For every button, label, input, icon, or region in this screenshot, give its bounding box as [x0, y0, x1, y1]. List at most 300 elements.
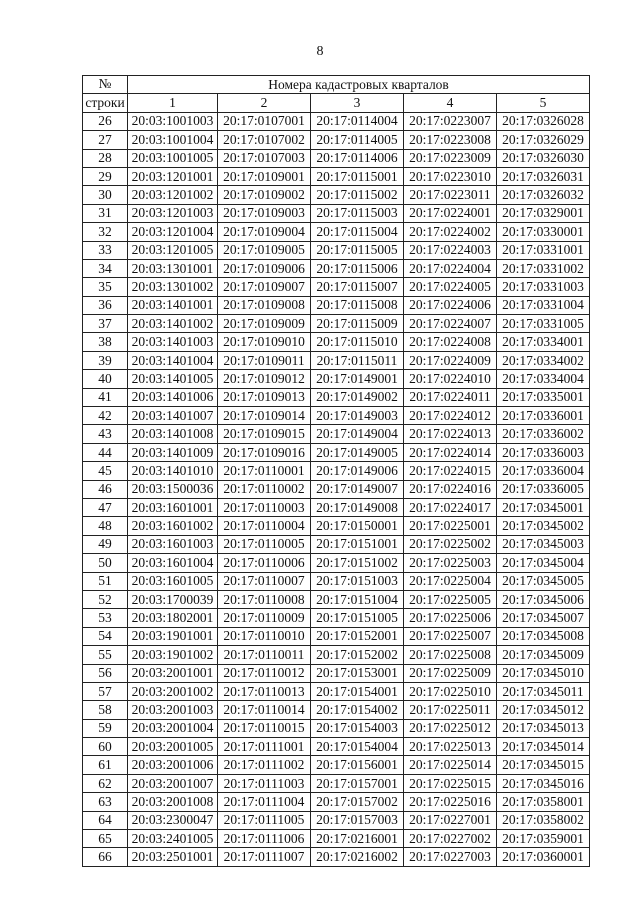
table-row: [83, 719, 590, 737]
table-row: [83, 480, 590, 498]
table-row: [83, 701, 590, 719]
quarter-col-2-cell: 20:17:0110002: [218, 480, 311, 498]
quarter-col-3-cell: 20:17:0154003: [311, 719, 404, 737]
quarter-col-2-cell: 20:17:0110014: [218, 701, 311, 719]
table-row: [83, 848, 590, 866]
quarter-col-2-cell: 20:17:0109011: [218, 351, 311, 369]
quarter-col-3-cell: 20:17:0216002: [311, 848, 404, 866]
row-number-cell: 49: [83, 535, 128, 553]
quarter-col-2-cell: 20:17:0110015: [218, 719, 311, 737]
row-number-cell: 63: [83, 793, 128, 811]
quarter-col-4-cell: 20:17:0225010: [404, 682, 497, 700]
quarter-col-4-cell: 20:17:0224014: [404, 443, 497, 461]
table-row: [83, 407, 590, 425]
table-row: [83, 112, 590, 130]
quarter-col-3-cell: 20:17:0115011: [311, 351, 404, 369]
quarter-col-1-cell: 20:03:1201004: [128, 223, 218, 241]
table-row: [83, 259, 590, 277]
quarter-col-5-cell: 20:17:0345006: [497, 590, 590, 608]
quarter-col-2-cell: 20:17:0109006: [218, 259, 311, 277]
quarter-col-2-cell: 20:17:0109012: [218, 370, 311, 388]
quarter-col-5-cell: 20:17:0329001: [497, 204, 590, 222]
quarter-col-2-cell: 20:17:0109013: [218, 388, 311, 406]
quarter-col-3-cell: 20:17:0156001: [311, 756, 404, 774]
quarter-col-1-cell: 20:03:1201001: [128, 167, 218, 185]
quarter-col-4-cell: 20:17:0224010: [404, 370, 497, 388]
quarter-col-1-cell: 20:03:2001008: [128, 793, 218, 811]
table-row: [83, 517, 590, 535]
quarter-col-2-cell: 20:17:0109016: [218, 443, 311, 461]
quarter-col-4-cell: 20:17:0225011: [404, 701, 497, 719]
quarter-col-4-cell: 20:17:0225012: [404, 719, 497, 737]
row-number-cell: 51: [83, 572, 128, 590]
quarter-col-3-cell: 20:17:0114005: [311, 131, 404, 149]
table-row: [83, 167, 590, 185]
quarter-col-2-cell: 20:17:0110011: [218, 646, 311, 664]
row-number-cell: 52: [83, 590, 128, 608]
table-row: [83, 793, 590, 811]
quarter-col-3-cell: 20:17:0149001: [311, 370, 404, 388]
quarter-col-1-cell: 20:03:1901001: [128, 627, 218, 645]
quarter-col-1-cell: 20:03:1601002: [128, 517, 218, 535]
quarter-col-3-cell: 20:17:0151002: [311, 554, 404, 572]
quarter-col-5-cell: 20:17:0331004: [497, 296, 590, 314]
quarter-col-5-cell: 20:17:0331002: [497, 259, 590, 277]
quarter-col-2-cell: 20:17:0111002: [218, 756, 311, 774]
quarter-col-4-cell: 20:17:0225009: [404, 664, 497, 682]
quarter-col-5-cell: 20:17:0330001: [497, 223, 590, 241]
quarter-col-5-cell: 20:17:0326032: [497, 186, 590, 204]
quarter-col-1-cell: 20:03:1601001: [128, 498, 218, 516]
row-number-cell: 29: [83, 167, 128, 185]
table-row: [83, 296, 590, 314]
quarter-col-5-cell: 20:17:0334002: [497, 351, 590, 369]
table-row: [83, 627, 590, 645]
row-number-cell: 48: [83, 517, 128, 535]
quarter-col-3-cell: 20:17:0153001: [311, 664, 404, 682]
quarter-col-4-cell: 20:17:0225004: [404, 572, 497, 590]
table-row: [83, 278, 590, 296]
quarter-col-1-cell: 20:03:2001007: [128, 774, 218, 792]
quarter-col-4-cell: 20:17:0225008: [404, 646, 497, 664]
quarter-col-4-cell: 20:17:0224017: [404, 498, 497, 516]
row-number-cell: 37: [83, 315, 128, 333]
quarter-col-4-cell: 20:17:0225015: [404, 774, 497, 792]
quarter-col-1-cell: 20:03:2501001: [128, 848, 218, 866]
quarter-col-4-cell: 20:17:0223009: [404, 149, 497, 167]
table-row: [83, 774, 590, 792]
quarter-col-5-cell: 20:17:0335001: [497, 388, 590, 406]
quarter-col-5-cell: 20:17:0326028: [497, 112, 590, 130]
quarter-col-4-cell: 20:17:0225013: [404, 738, 497, 756]
quarter-col-5-cell: 20:17:0336004: [497, 462, 590, 480]
row-number-cell: 32: [83, 223, 128, 241]
quarter-col-4-cell: 20:17:0224008: [404, 333, 497, 351]
quarter-col-2-cell: 20:17:0109002: [218, 186, 311, 204]
quarter-col-4-cell: 20:17:0224006: [404, 296, 497, 314]
quarter-col-3-cell: 20:17:0149005: [311, 443, 404, 461]
quarter-col-3-cell: 20:17:0115009: [311, 315, 404, 333]
quarter-col-4-cell: 20:17:0224003: [404, 241, 497, 259]
row-number-cell: 44: [83, 443, 128, 461]
quarter-col-2-cell: 20:17:0110013: [218, 682, 311, 700]
quarter-col-2-cell: 20:17:0109015: [218, 425, 311, 443]
quarter-col-5-cell: 20:17:0326030: [497, 149, 590, 167]
table-row: [83, 370, 590, 388]
row-number-cell: 50: [83, 554, 128, 572]
quarter-col-5-cell: 20:17:0345008: [497, 627, 590, 645]
quarter-col-1-cell: 20:03:1301002: [128, 278, 218, 296]
quarter-col-4-cell: 20:17:0224001: [404, 204, 497, 222]
row-number-cell: 36: [83, 296, 128, 314]
quarter-col-3-cell: 20:17:0115002: [311, 186, 404, 204]
quarter-col-1-cell: 20:03:2001004: [128, 719, 218, 737]
quarter-col-2-cell: 20:17:0111001: [218, 738, 311, 756]
column-number-1: 1: [128, 94, 218, 112]
quarter-col-2-cell: 20:17:0109005: [218, 241, 311, 259]
quarter-col-1-cell: 20:03:1201005: [128, 241, 218, 259]
quarter-col-5-cell: 20:17:0336003: [497, 443, 590, 461]
quarter-col-4-cell: 20:17:0224004: [404, 259, 497, 277]
quarter-col-1-cell: 20:03:1401002: [128, 315, 218, 333]
quarter-col-2-cell: 20:17:0110005: [218, 535, 311, 553]
quarter-col-1-cell: 20:03:1802001: [128, 609, 218, 627]
quarter-col-2-cell: 20:17:0110012: [218, 664, 311, 682]
quarter-col-3-cell: 20:17:0149002: [311, 388, 404, 406]
quarter-col-1-cell: 20:03:1401005: [128, 370, 218, 388]
quarter-col-3-cell: 20:17:0151003: [311, 572, 404, 590]
quarter-col-5-cell: 20:17:0345010: [497, 664, 590, 682]
row-number-cell: 33: [83, 241, 128, 259]
quarter-col-1-cell: 20:03:2001006: [128, 756, 218, 774]
quarter-col-3-cell: 20:17:0115008: [311, 296, 404, 314]
quarter-col-2-cell: 20:17:0107003: [218, 149, 311, 167]
quarter-col-3-cell: 20:17:0149006: [311, 462, 404, 480]
table-row: [83, 664, 590, 682]
quarter-col-1-cell: 20:03:1700039: [128, 590, 218, 608]
row-number-cell: 35: [83, 278, 128, 296]
quarter-col-2-cell: 20:17:0107001: [218, 112, 311, 130]
quarter-col-5-cell: 20:17:0345009: [497, 646, 590, 664]
quarter-col-1-cell: 20:03:2001002: [128, 682, 218, 700]
quarter-col-3-cell: 20:17:0157001: [311, 774, 404, 792]
quarter-col-5-cell: 20:17:0345015: [497, 756, 590, 774]
quarter-col-5-cell: 20:17:0331003: [497, 278, 590, 296]
quarter-col-5-cell: 20:17:0345003: [497, 535, 590, 553]
quarter-col-1-cell: 20:03:1401003: [128, 333, 218, 351]
quarter-col-5-cell: 20:17:0345013: [497, 719, 590, 737]
quarter-col-2-cell: 20:17:0111007: [218, 848, 311, 866]
quarter-col-5-cell: 20:17:0345002: [497, 517, 590, 535]
quarter-col-4-cell: 20:17:0227002: [404, 830, 497, 848]
table-row: [83, 590, 590, 608]
table-row: [83, 682, 590, 700]
quarter-col-1-cell: 20:03:1201003: [128, 204, 218, 222]
row-number-cell: 34: [83, 259, 128, 277]
quarter-col-4-cell: 20:17:0223008: [404, 131, 497, 149]
row-number-cell: 39: [83, 351, 128, 369]
quarter-col-2-cell: 20:17:0110010: [218, 627, 311, 645]
quarter-col-1-cell: 20:03:1500036: [128, 480, 218, 498]
quarter-col-3-cell: 20:17:0149004: [311, 425, 404, 443]
quarter-col-4-cell: 20:17:0225005: [404, 590, 497, 608]
quarter-col-2-cell: 20:17:0109008: [218, 296, 311, 314]
quarter-col-3-cell: 20:17:0149008: [311, 498, 404, 516]
quarter-col-3-cell: 20:17:0115003: [311, 204, 404, 222]
quarter-col-5-cell: 20:17:0326031: [497, 167, 590, 185]
row-number-cell: 40: [83, 370, 128, 388]
quarter-col-1-cell: 20:03:1601003: [128, 535, 218, 553]
quarter-col-2-cell: 20:17:0111005: [218, 811, 311, 829]
row-number-cell: 30: [83, 186, 128, 204]
table-row: [83, 498, 590, 516]
row-number-cell: 61: [83, 756, 128, 774]
quarter-col-2-cell: 20:17:0109003: [218, 204, 311, 222]
row-number-cell: 57: [83, 682, 128, 700]
quarter-col-1-cell: 20:03:1401004: [128, 351, 218, 369]
quarter-col-4-cell: 20:17:0225007: [404, 627, 497, 645]
quarter-col-3-cell: 20:17:0157003: [311, 811, 404, 829]
quarter-col-4-cell: 20:17:0223007: [404, 112, 497, 130]
quarter-col-5-cell: 20:17:0326029: [497, 131, 590, 149]
column-number-4: 4: [404, 94, 497, 112]
quarter-col-1-cell: 20:03:1401009: [128, 443, 218, 461]
quarter-col-5-cell: 20:17:0345007: [497, 609, 590, 627]
quarter-col-5-cell: 20:17:0336005: [497, 480, 590, 498]
quarter-col-2-cell: 20:17:0110004: [218, 517, 311, 535]
table-row: [83, 149, 590, 167]
row-number-cell: 59: [83, 719, 128, 737]
row-number-cell: 56: [83, 664, 128, 682]
quarter-col-5-cell: 20:17:0331005: [497, 315, 590, 333]
table-row: [83, 223, 590, 241]
column-number-5: 5: [497, 94, 590, 112]
table-row: [83, 535, 590, 553]
row-number-cell: 47: [83, 498, 128, 516]
row-number-cell: 42: [83, 407, 128, 425]
quarter-col-4-cell: 20:17:0225006: [404, 609, 497, 627]
quarter-col-4-cell: 20:17:0224009: [404, 351, 497, 369]
table-row: [83, 738, 590, 756]
quarter-col-1-cell: 20:03:1001003: [128, 112, 218, 130]
quarter-col-1-cell: 20:03:2001001: [128, 664, 218, 682]
table-row: [83, 425, 590, 443]
cadastral-quarters-table: [82, 75, 590, 867]
quarter-col-1-cell: 20:03:1401010: [128, 462, 218, 480]
page-number: 8: [316, 44, 324, 59]
quarter-col-2-cell: 20:17:0110006: [218, 554, 311, 572]
quarter-col-2-cell: 20:17:0111004: [218, 793, 311, 811]
quarter-col-5-cell: 20:17:0345012: [497, 701, 590, 719]
quarter-col-4-cell: 20:17:0224012: [404, 407, 497, 425]
table-row: [83, 609, 590, 627]
quarter-col-3-cell: 20:17:0115005: [311, 241, 404, 259]
quarter-col-4-cell: 20:17:0223011: [404, 186, 497, 204]
column-number-2: 2: [218, 94, 311, 112]
quarter-col-1-cell: 20:03:2401005: [128, 830, 218, 848]
quarter-col-4-cell: 20:17:0224005: [404, 278, 497, 296]
row-number-cell: 28: [83, 149, 128, 167]
row-number-cell: 54: [83, 627, 128, 645]
quarter-col-4-cell: 20:17:0227001: [404, 811, 497, 829]
quarter-col-3-cell: 20:17:0152001: [311, 627, 404, 645]
quarter-col-2-cell: 20:17:0109007: [218, 278, 311, 296]
row-number-cell: 26: [83, 112, 128, 130]
quarter-col-2-cell: 20:17:0109014: [218, 407, 311, 425]
quarter-col-5-cell: 20:17:0336002: [497, 425, 590, 443]
quarter-col-4-cell: 20:17:0227003: [404, 848, 497, 866]
quarter-col-3-cell: 20:17:0115007: [311, 278, 404, 296]
table-row: [83, 572, 590, 590]
column-number-3: 3: [311, 94, 404, 112]
quarter-col-4-cell: 20:17:0225016: [404, 793, 497, 811]
quarter-col-2-cell: 20:17:0110008: [218, 590, 311, 608]
quarter-col-3-cell: 20:17:0114006: [311, 149, 404, 167]
table-row: [83, 388, 590, 406]
quarter-col-3-cell: 20:17:0115001: [311, 167, 404, 185]
quarter-col-3-cell: 20:17:0216001: [311, 830, 404, 848]
table-header-row: [83, 76, 590, 94]
table-row: [83, 351, 590, 369]
table-row: [83, 315, 590, 333]
quarter-col-5-cell: 20:17:0331001: [497, 241, 590, 259]
quarter-col-2-cell: 20:17:0109009: [218, 315, 311, 333]
quarter-col-3-cell: 20:17:0149007: [311, 480, 404, 498]
quarter-col-2-cell: 20:17:0109010: [218, 333, 311, 351]
row-number-header-label: строки: [83, 94, 128, 112]
row-number-cell: 65: [83, 830, 128, 848]
table-row: [83, 554, 590, 572]
quarter-col-5-cell: 20:17:0345001: [497, 498, 590, 516]
quarter-col-4-cell: 20:17:0225001: [404, 517, 497, 535]
row-number-cell: 31: [83, 204, 128, 222]
quarter-col-3-cell: 20:17:0150001: [311, 517, 404, 535]
quarter-col-3-cell: 20:17:0154001: [311, 682, 404, 700]
table-row: [83, 241, 590, 259]
row-number-cell: 53: [83, 609, 128, 627]
table-row: [83, 204, 590, 222]
quarter-col-5-cell: 20:17:0360001: [497, 848, 590, 866]
table-row: [83, 756, 590, 774]
quarter-col-3-cell: 20:17:0115010: [311, 333, 404, 351]
quarter-col-4-cell: 20:17:0225003: [404, 554, 497, 572]
quarter-col-1-cell: 20:03:2001003: [128, 701, 218, 719]
quarter-col-5-cell: 20:17:0358002: [497, 811, 590, 829]
quarter-col-3-cell: 20:17:0149003: [311, 407, 404, 425]
row-number-cell: 64: [83, 811, 128, 829]
quarter-col-4-cell: 20:17:0224007: [404, 315, 497, 333]
row-number-cell: 58: [83, 701, 128, 719]
quarter-col-2-cell: 20:17:0109004: [218, 223, 311, 241]
quarter-col-5-cell: 20:17:0345004: [497, 554, 590, 572]
table-body: [83, 112, 590, 866]
table-title-header: Номера кадастровых кварталов: [128, 76, 590, 94]
table-row: [83, 443, 590, 461]
quarter-col-2-cell: 20:17:0110001: [218, 462, 311, 480]
quarter-col-3-cell: 20:17:0115006: [311, 259, 404, 277]
quarter-col-1-cell: 20:03:2300047: [128, 811, 218, 829]
quarter-col-1-cell: 20:03:1001004: [128, 131, 218, 149]
quarter-col-3-cell: 20:17:0154002: [311, 701, 404, 719]
quarter-col-5-cell: 20:17:0345011: [497, 682, 590, 700]
table-row: [83, 186, 590, 204]
table-row: [83, 462, 590, 480]
quarter-col-1-cell: 20:03:1401006: [128, 388, 218, 406]
row-number-cell: 55: [83, 646, 128, 664]
row-number-cell: 38: [83, 333, 128, 351]
row-number-cell: 66: [83, 848, 128, 866]
quarter-col-4-cell: 20:17:0224016: [404, 480, 497, 498]
row-number-cell: 46: [83, 480, 128, 498]
quarter-col-5-cell: 20:17:0345014: [497, 738, 590, 756]
quarter-col-5-cell: 20:17:0345005: [497, 572, 590, 590]
quarter-col-3-cell: 20:17:0157002: [311, 793, 404, 811]
quarter-col-2-cell: 20:17:0111003: [218, 774, 311, 792]
quarter-col-2-cell: 20:17:0110007: [218, 572, 311, 590]
quarter-col-4-cell: 20:17:0225014: [404, 756, 497, 774]
quarter-col-5-cell: 20:17:0336001: [497, 407, 590, 425]
row-number-cell: 27: [83, 131, 128, 149]
row-number-cell: 60: [83, 738, 128, 756]
quarter-col-3-cell: 20:17:0154004: [311, 738, 404, 756]
quarter-col-5-cell: 20:17:0345016: [497, 774, 590, 792]
quarter-col-5-cell: 20:17:0334004: [497, 370, 590, 388]
quarter-col-3-cell: 20:17:0151001: [311, 535, 404, 553]
quarter-col-3-cell: 20:17:0152002: [311, 646, 404, 664]
quarter-col-1-cell: 20:03:1401008: [128, 425, 218, 443]
quarter-col-1-cell: 20:03:1001005: [128, 149, 218, 167]
quarter-col-3-cell: 20:17:0151004: [311, 590, 404, 608]
quarter-col-3-cell: 20:17:0114004: [311, 112, 404, 130]
quarter-col-1-cell: 20:03:1901002: [128, 646, 218, 664]
row-number-cell: 43: [83, 425, 128, 443]
quarter-col-4-cell: 20:17:0224002: [404, 223, 497, 241]
quarter-col-3-cell: 20:17:0151005: [311, 609, 404, 627]
quarter-col-5-cell: 20:17:0359001: [497, 830, 590, 848]
table-row: [83, 811, 590, 829]
quarter-col-4-cell: 20:17:0225002: [404, 535, 497, 553]
quarter-col-4-cell: 20:17:0224013: [404, 425, 497, 443]
column-number-row: [83, 94, 590, 112]
quarter-col-4-cell: 20:17:0223010: [404, 167, 497, 185]
quarter-col-2-cell: 20:17:0110003: [218, 498, 311, 516]
quarter-col-2-cell: 20:17:0107002: [218, 131, 311, 149]
quarter-col-5-cell: 20:17:0358001: [497, 793, 590, 811]
quarter-col-2-cell: 20:17:0111006: [218, 830, 311, 848]
quarter-col-2-cell: 20:17:0109001: [218, 167, 311, 185]
quarter-col-1-cell: 20:03:1401007: [128, 407, 218, 425]
quarter-col-1-cell: 20:03:1301001: [128, 259, 218, 277]
quarter-col-1-cell: 20:03:1601005: [128, 572, 218, 590]
row-number-cell: 45: [83, 462, 128, 480]
table-row: [83, 830, 590, 848]
quarter-col-3-cell: 20:17:0115004: [311, 223, 404, 241]
quarter-col-1-cell: 20:03:1201002: [128, 186, 218, 204]
table-row: [83, 333, 590, 351]
row-number-header: №: [83, 76, 128, 94]
quarter-col-1-cell: 20:03:1401001: [128, 296, 218, 314]
quarter-col-4-cell: 20:17:0224011: [404, 388, 497, 406]
row-number-cell: 62: [83, 774, 128, 792]
quarter-col-4-cell: 20:17:0224015: [404, 462, 497, 480]
quarter-col-1-cell: 20:03:2001005: [128, 738, 218, 756]
row-number-cell: 41: [83, 388, 128, 406]
quarter-col-1-cell: 20:03:1601004: [128, 554, 218, 572]
quarter-col-2-cell: 20:17:0110009: [218, 609, 311, 627]
table-row: [83, 646, 590, 664]
quarter-col-5-cell: 20:17:0334001: [497, 333, 590, 351]
table-row: [83, 131, 590, 149]
